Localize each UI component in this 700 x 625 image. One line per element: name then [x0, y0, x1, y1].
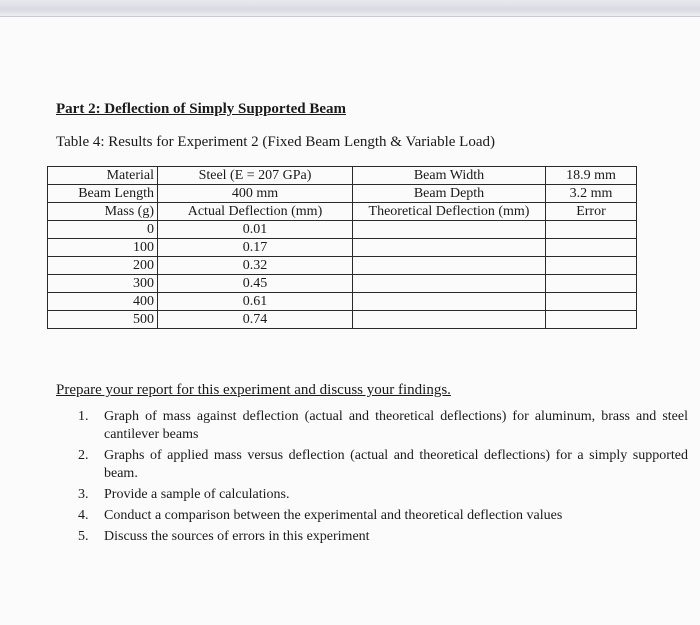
table-cell: Beam Length — [48, 185, 158, 203]
table-cell: 0.17 — [158, 239, 353, 257]
list-item-text: Conduct a comparison between the experimental and theoretical deflection values — [104, 508, 563, 523]
table-cell: 3.2 mm — [546, 185, 637, 203]
table-row — [48, 221, 637, 239]
table-cell: 0.61 — [158, 293, 353, 311]
table-cell: Beam Width — [353, 167, 546, 185]
table-cell: Steel (E = 207 GPa) — [158, 167, 353, 185]
table-cell: 300 — [48, 275, 158, 293]
results-table — [47, 166, 637, 329]
table-cell: Beam Depth — [353, 185, 546, 203]
table-cell: 18.9 mm — [546, 167, 637, 185]
list-item-number: 4. — [78, 508, 89, 523]
task-list — [78, 408, 688, 549]
table-row — [48, 257, 637, 275]
table-cell — [353, 275, 546, 293]
list-item-number: 1. — [78, 409, 89, 424]
table-header-row — [48, 167, 637, 185]
table-cell — [353, 221, 546, 239]
list-item-number: 2. — [78, 448, 89, 463]
table-caption: Table 4: Results for Experiment 2 (Fixed Beam Length & Variable Load) — [56, 134, 495, 150]
table-cell: 0.74 — [158, 311, 353, 329]
report-instructions: Prepare your report for this experiment and discuss your findings. — [56, 382, 451, 398]
table-cell: 400 mm — [158, 185, 353, 203]
table-cell — [546, 293, 637, 311]
table-cell — [546, 275, 637, 293]
list-item-number: 3. — [78, 487, 89, 502]
table-cell: Mass (g) — [48, 203, 158, 221]
table-cell — [546, 239, 637, 257]
table-cell — [546, 221, 637, 239]
table-cell: Actual Deflection (mm) — [158, 203, 353, 221]
table-cell — [353, 239, 546, 257]
table-cell — [353, 293, 546, 311]
table-cell: 400 — [48, 293, 158, 311]
list-item — [78, 447, 688, 483]
table-cell: 0 — [48, 221, 158, 239]
list-item — [78, 507, 688, 525]
table-cell: Theoretical Deflection (mm) — [353, 203, 546, 221]
list-item — [78, 486, 688, 504]
list-item-text: Graph of mass against deflection (actual and theoretical deflections) for aluminum, brass and steel cantilever beams — [104, 409, 688, 442]
table-cell: 100 — [48, 239, 158, 257]
table-cell: Error — [546, 203, 637, 221]
table-header-row — [48, 185, 637, 203]
table-row — [48, 293, 637, 311]
table-row — [48, 239, 637, 257]
table-cell: 0.45 — [158, 275, 353, 293]
list-item-text: Discuss the sources of errors in this experiment — [104, 529, 370, 544]
table-cell: 200 — [48, 257, 158, 275]
section-heading: Part 2: Deflection of Simply Supported Beam — [56, 101, 346, 117]
list-item — [78, 528, 688, 546]
table-cell: Material — [48, 167, 158, 185]
table-cell: 500 — [48, 311, 158, 329]
table-row — [48, 311, 637, 329]
table-row — [48, 275, 637, 293]
viewer-top-bar — [0, 0, 700, 17]
list-item-number: 5. — [78, 529, 89, 544]
list-item-text: Provide a sample of calculations. — [104, 487, 290, 502]
table-header-row — [48, 203, 637, 221]
table-cell — [353, 311, 546, 329]
table-cell: 0.01 — [158, 221, 353, 239]
list-item-text: Graphs of applied mass versus deflection (actual and theoretical deflections) for a simply supported beam. — [104, 448, 688, 481]
table-cell — [353, 257, 546, 275]
table-cell — [546, 257, 637, 275]
table-cell — [546, 311, 637, 329]
list-item — [78, 408, 688, 444]
table-cell: 0.32 — [158, 257, 353, 275]
